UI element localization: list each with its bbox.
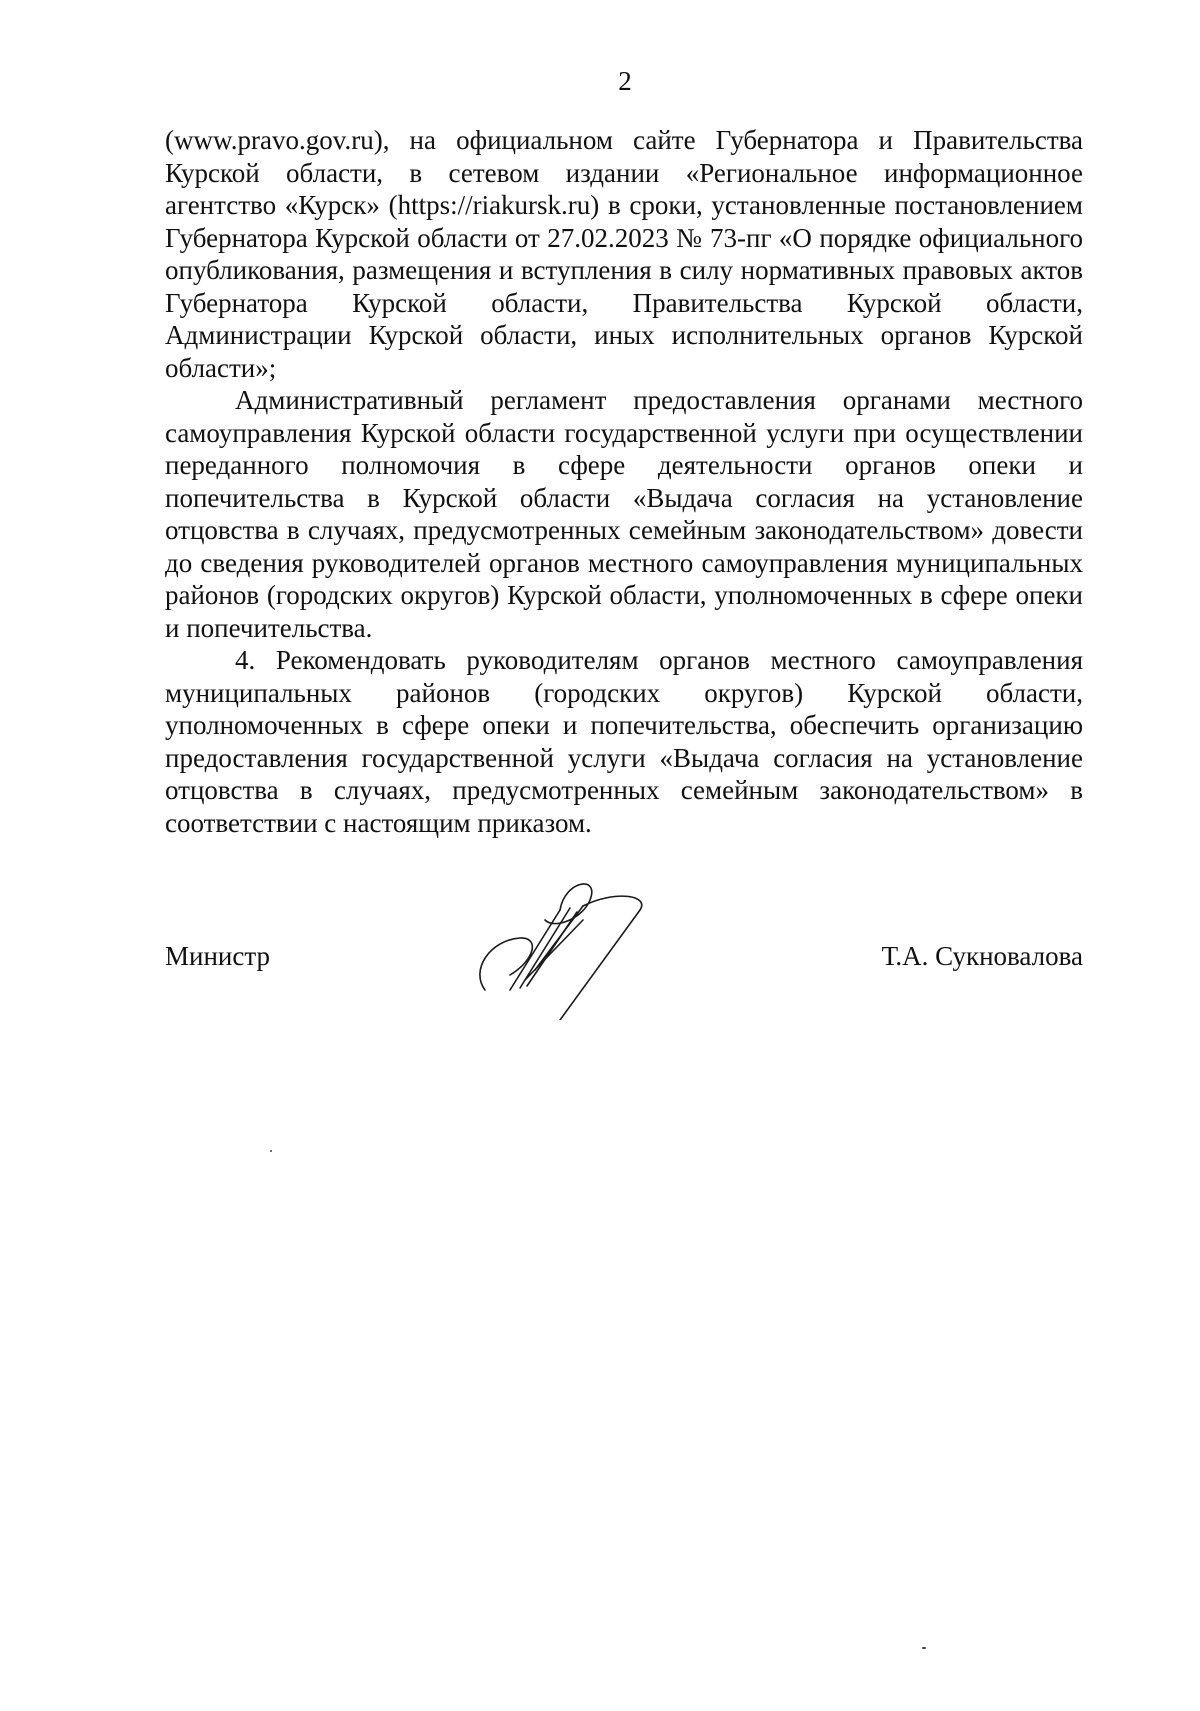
document-body — [165, 124, 1083, 839]
handwritten-signature — [465, 870, 675, 1020]
paragraph-regulation: Административный регламент предоставления органами местного самоуправления Курской области государственной услуги при осуществлении переданного полномочия в сфере деятельности органов опеки и попечительства в Курской области «Выдача согласия на установление отцовства в случаях, предусмотренных семейным законодательством» довести до сведения руководителей органов местного самоуправления муниципальных районов (городских округов) Курской области, уполномоченных в сфере опеки и попечительства. — [165, 385, 1083, 643]
scan-speck — [922, 1647, 926, 1649]
signatory-position: Министр — [165, 941, 270, 971]
paragraph-publication: (www.pravo.gov.ru), на официальном сайте Губернатора и Правительства Курской области, в сетевом издании «Региональное информационное агентство «Курск» (https://riakursk.ru) в сроки, установленные постановлением Губернатора Курской области от 27.02.2023 № 73-пг «О порядке официального опубликования, размещения и вступления в силу нормативных правовых актов Губернатора Курской области, Правительства Курской области, Администрации Курской области, иных исполнительных органов Курской области»; — [165, 125, 1083, 383]
signatory-name: Т.А. Сукновалова — [881, 941, 1083, 971]
page-number: 2 — [618, 66, 632, 96]
paragraph-recommendation: 4. Рекомендовать руководителям органов местного самоуправления муниципальных районов (городских округов) Курской области, уполномоченных в сфере опеки и попечительства, обеспечить организацию предоставления государственной услуги «Выдача согласия на установление отцовства в случаях, предусмотренных семейным законодательством» в соответствии с настоящим приказом. — [165, 645, 1083, 838]
scan-speck — [270, 1150, 272, 1152]
